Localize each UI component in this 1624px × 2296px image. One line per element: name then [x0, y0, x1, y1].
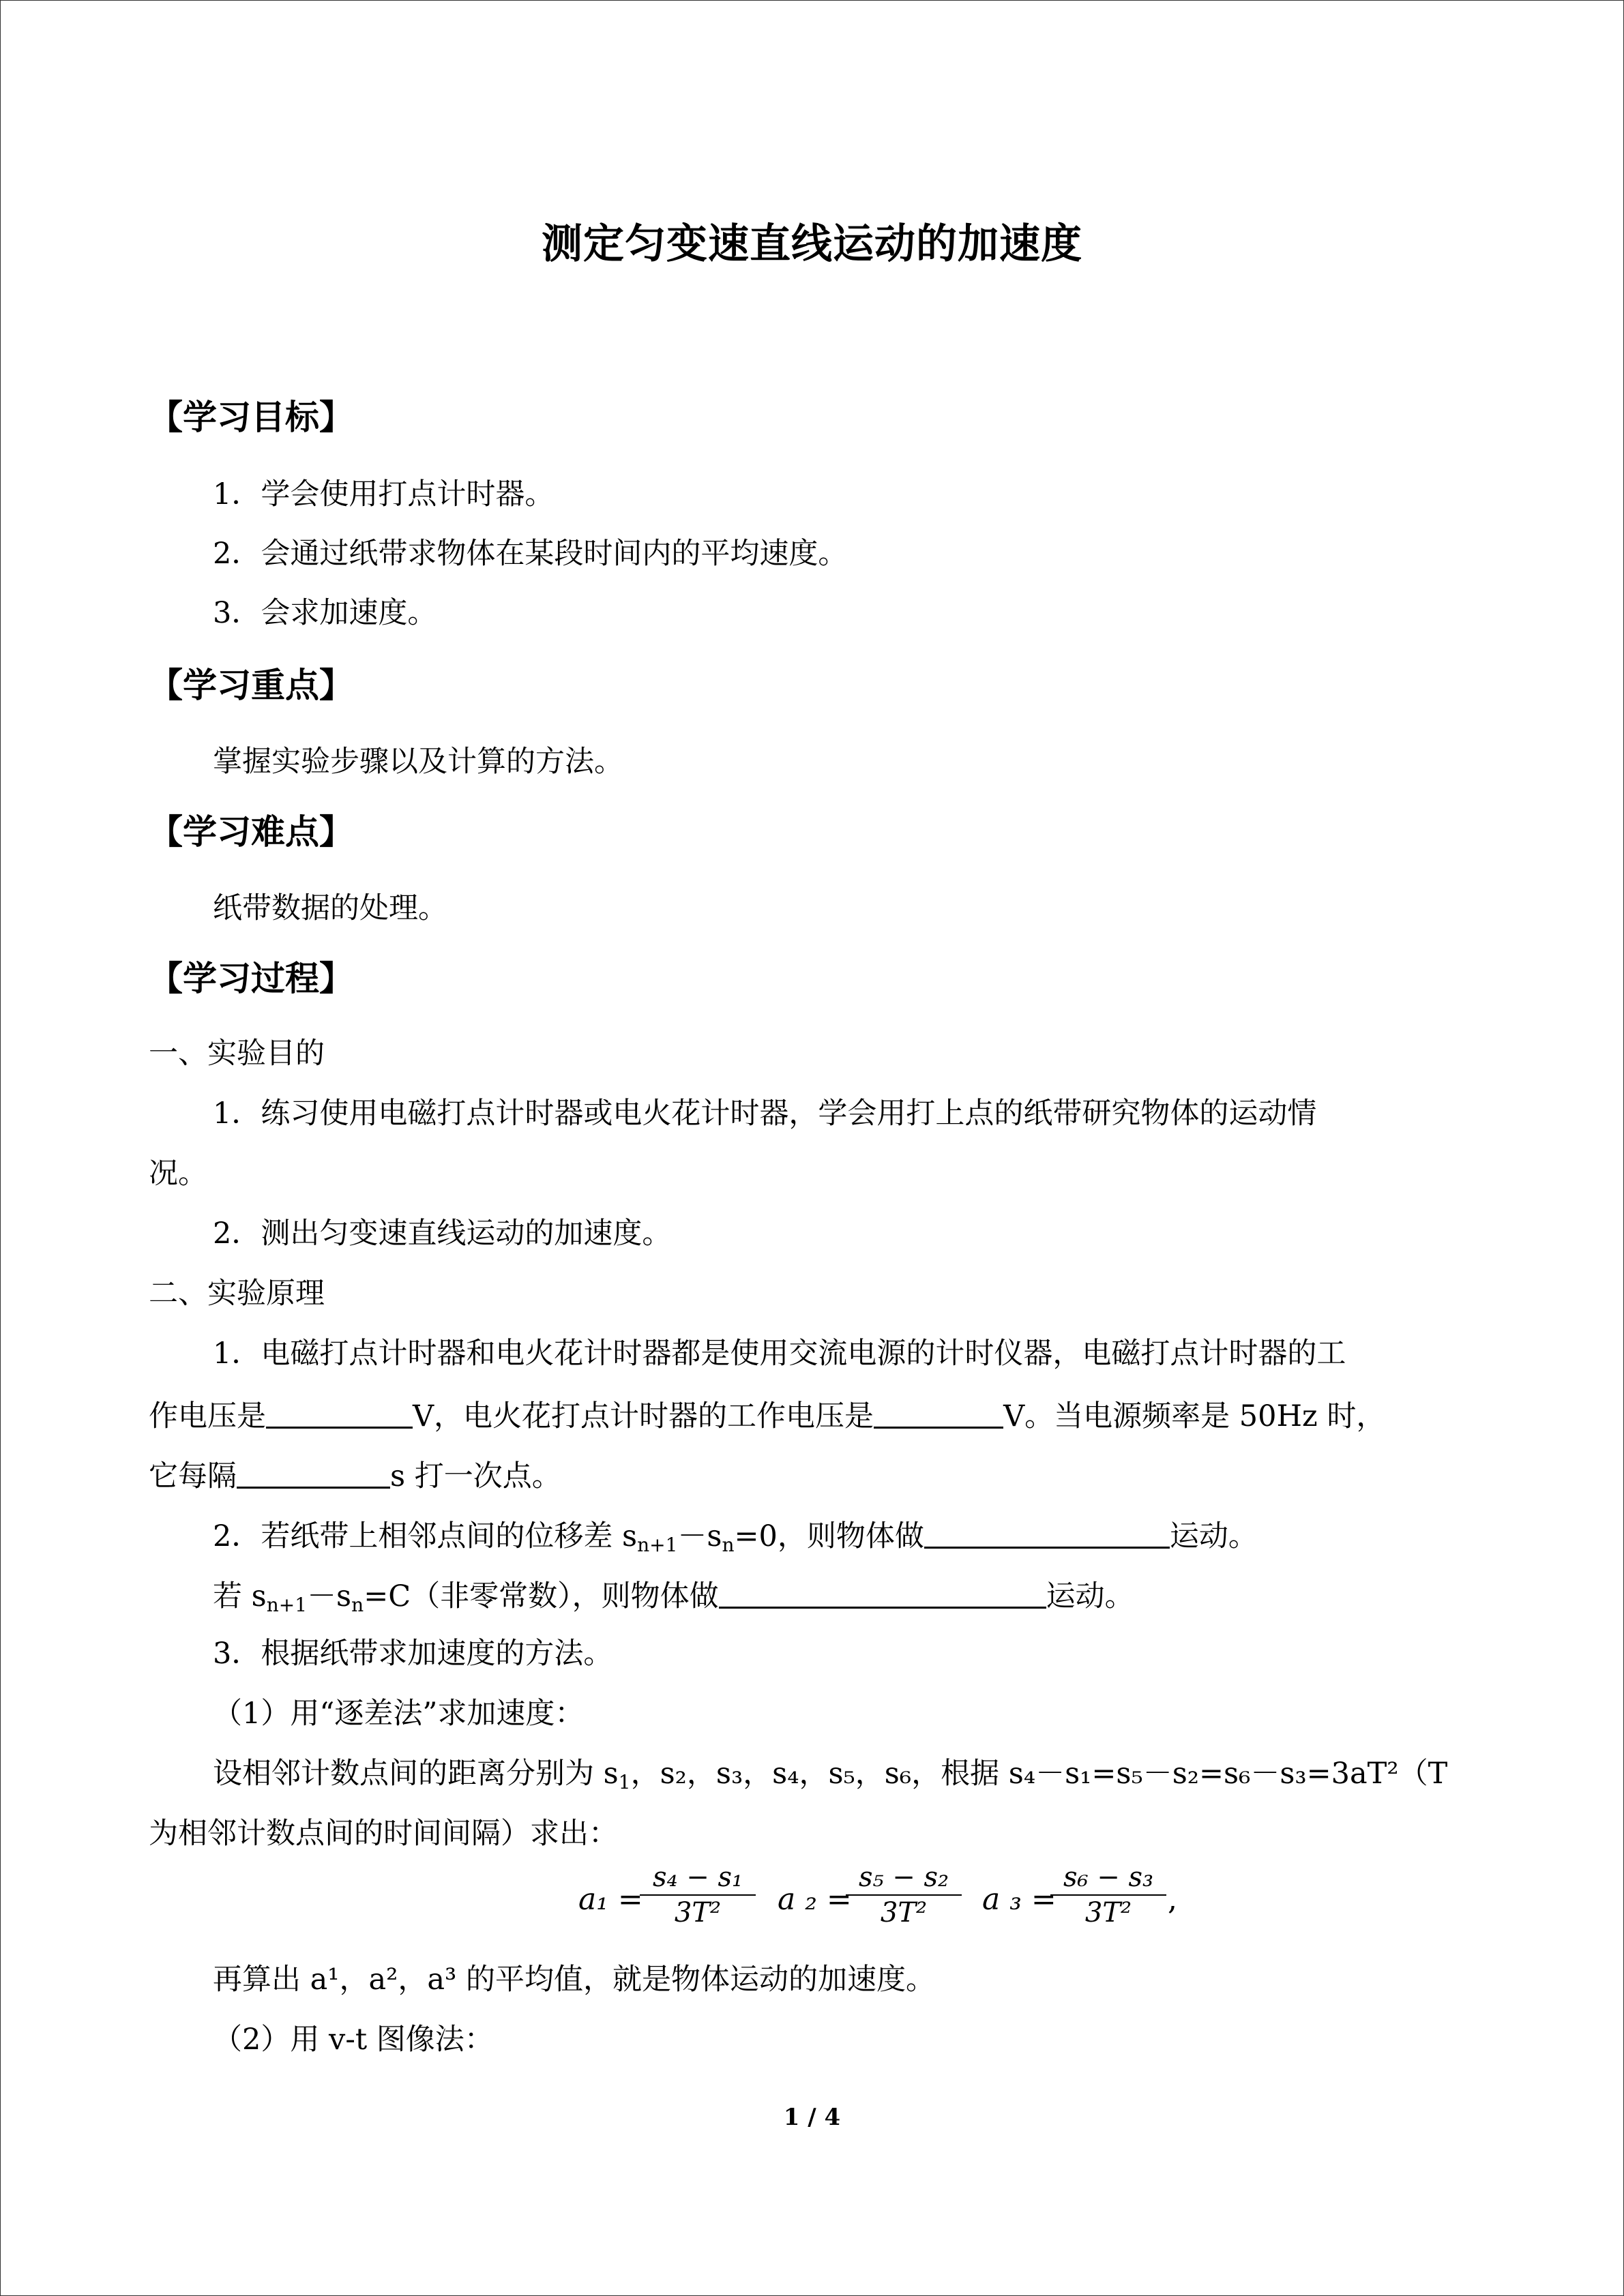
paragraph: 它每隔 s 打一次点。	[149, 1457, 561, 1495]
fill-blank[interactable]	[924, 1517, 1170, 1549]
fill-blank[interactable]	[266, 1397, 413, 1429]
section-title: 二、实验原理	[149, 1277, 325, 1311]
paragraph: 况。	[149, 1157, 207, 1191]
paragraph: 设相邻计数点间的距离分别为 $s_1$，s₂，s₃，s₄，s₅，s₆，根据 s₄－s₁=s₅－s₂=s₆－s₃=3aT²（T	[213, 1757, 1448, 1793]
acceleration-formula	[573, 1862, 1187, 1943]
goal-item: 2．会通过纸带求物体在某段时间内的平均速度。	[213, 537, 848, 571]
goals-heading: 【学习目标】	[149, 398, 353, 437]
paragraph: 1．电磁打点计时器和电火花计时器都是使用交流电源的计时仪器，电磁打点计时器的工	[213, 1337, 1346, 1371]
paragraph: 2．若纸带上相邻点间的位移差 $s_{n+1}-s_n=0$，则物体做 运动。	[213, 1517, 1258, 1557]
fill-blank[interactable]	[719, 1577, 1046, 1609]
section-title: 一、实验目的	[149, 1037, 325, 1071]
fill-blank[interactable]	[237, 1457, 390, 1489]
paragraph: 再算出 a¹，a²，a³ 的平均值，就是物体运动的加速度。	[213, 1963, 935, 1997]
process-heading: 【学习过程】	[149, 959, 353, 998]
page-title: 测定匀变速直线运动的加速度	[542, 220, 1082, 268]
paragraph: 3．根据纸带求加速度的方法。	[213, 1637, 613, 1671]
focus-heading: 【学习重点】	[149, 666, 353, 705]
page-number: 1 / 4	[783, 2104, 841, 2131]
paragraph: 作电压是 V，电火花打点计时器的工作电压是 V。当电源频率是 50Hz 时，	[149, 1397, 1385, 1435]
formula-a2-fraction: $\frac{\text{s₅ − s₂}}{\text{3T²}}$	[846, 1862, 962, 1928]
goal-item: 1．学会使用打点计时器。	[213, 477, 555, 511]
paragraph: 为相邻计数点间的时间间隔）求出：	[149, 1817, 618, 1851]
formula-a2-label: a ₂ =	[778, 1882, 852, 1917]
difficulty-heading: 【学习难点】	[149, 812, 353, 852]
paragraph: （1）用“逐差法”求加速度：	[213, 1697, 585, 1731]
fill-blank[interactable]	[874, 1397, 1003, 1429]
goal-item: 3．会求加速度。	[213, 596, 437, 630]
formula-a3-label: a ₃ =	[982, 1882, 1057, 1917]
paragraph: 2．测出匀变速直线运动的加速度。	[213, 1217, 672, 1251]
paragraph: （2）用 v-t 图像法：	[213, 2023, 494, 2057]
difficulty-text: 纸带数据的处理。	[213, 891, 447, 925]
formula-comma: ,	[1168, 1882, 1177, 1917]
paragraph: 1．练习使用电磁打点计时器或电火花计时器，学会用打上点的纸带研究物体的运动情	[213, 1097, 1317, 1131]
focus-text: 掌握实验步骤以及计算的方法。	[213, 745, 623, 779]
paragraph: 若 $s_{n+1}-s_n=C$（非零常数），则物体做 运动。	[213, 1577, 1134, 1617]
formula-a1-label: a₁ =	[578, 1882, 643, 1917]
formula-a1-fraction: $\frac{\text{s₄ − s₁}}{\text{3T²}}$	[640, 1862, 756, 1928]
formula-a3-fraction: $\frac{\text{s₆ − s₃}}{\text{3T²}}$	[1050, 1862, 1166, 1928]
